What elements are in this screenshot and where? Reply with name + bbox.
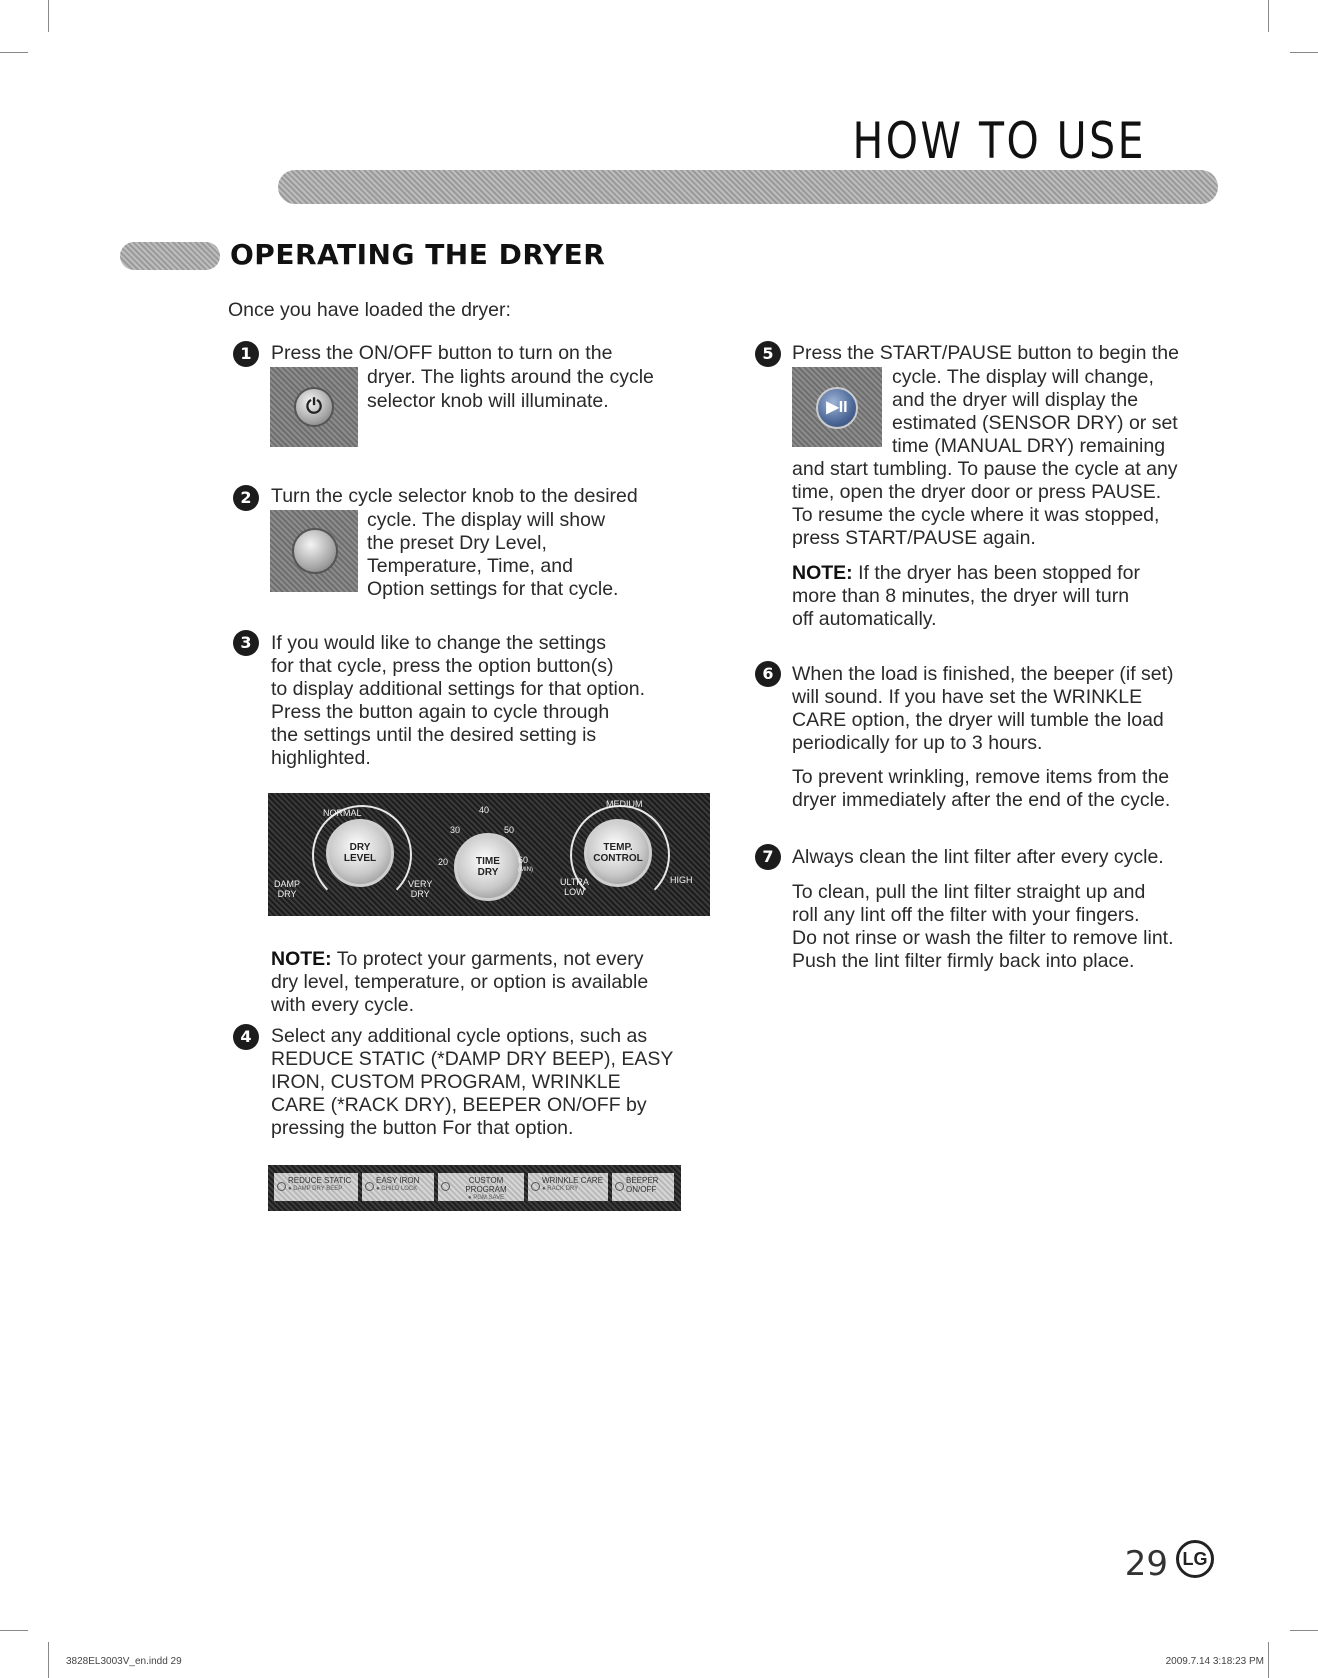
label-ultra-low: ULTRA LOW	[560, 877, 589, 897]
dry-level-knob: DRY LEVEL	[326, 819, 394, 887]
header-bar	[278, 170, 1218, 204]
step-4-line-1: Select any additional cycle options, such as	[271, 1025, 648, 1047]
step-6-badge: 6	[755, 661, 781, 687]
step-6-line-1: When the load is finished, the beeper (if set)	[792, 663, 1174, 685]
step-1-badge: 1	[233, 341, 259, 367]
step-5-line-9: press START/PAUSE again.	[792, 527, 1036, 549]
custom-program-button-image: CUSTOM PROGRAM ● PGM SAVE	[438, 1173, 524, 1201]
footer-datetime: 2009.7.14 3:18:23 PM	[1165, 1656, 1264, 1667]
reduce-static-button-image: REDUCE STATIC ● DAMP DRY BEEP	[274, 1173, 358, 1201]
step-6-line-4: periodically for up to 3 hours.	[792, 732, 1043, 754]
step-2-line-4: Temperature, Time, and	[367, 555, 573, 577]
step-7-badge: 7	[755, 844, 781, 870]
beeper-button-image: BEEPER ON/OFF	[612, 1173, 674, 1201]
step-3-badge: 3	[233, 630, 259, 656]
start-pause-button-image	[792, 367, 882, 447]
label-60: 60	[518, 855, 529, 865]
time-dry-knob: TIME DRY	[454, 833, 522, 901]
step-5-note-line-1: NOTE: If the dryer has been stopped for	[792, 562, 1140, 584]
wrinkle-care-button-image: WRINKLE CARE ● RACK DRY	[528, 1173, 608, 1201]
step-4-line-3: IRON, CUSTOM PROGRAM, WRINKLE	[271, 1071, 621, 1093]
step-5-line-2: cycle. The display will change,	[892, 366, 1154, 388]
step-5-line-8: To resume the cycle where it was stopped,	[792, 504, 1160, 526]
step-7-extra-line-4: Push the lint filter firmly back into place.	[792, 950, 1135, 972]
step-6-extra-line-2: dryer immediately after the end of the cycle.	[792, 789, 1171, 811]
step-3-line-5: the settings until the desired setting is	[271, 724, 597, 746]
label-30: 30	[450, 825, 461, 835]
step-1-line-1: Press the ON/OFF button to turn on the	[271, 342, 613, 364]
page-number: 29	[1124, 1544, 1168, 1584]
step-5-note-line-3: off automatically.	[792, 608, 937, 630]
play-pause-icon: ▶II	[816, 387, 858, 429]
knob-icon	[292, 528, 338, 574]
label-high: HIGH	[670, 875, 693, 885]
step-5-line-3: and the dryer will display the	[892, 389, 1139, 411]
step-4-line-4: CARE (*RACK DRY), BEEPER ON/OFF by	[271, 1094, 647, 1116]
control-panel-image	[268, 793, 710, 916]
step-4-line-5: pressing the button For that option.	[271, 1117, 574, 1139]
step-2-line-3: the preset Dry Level,	[367, 532, 547, 554]
step-2-line-1: Turn the cycle selector knob to the desired	[271, 485, 638, 507]
label-damp-dry: DAMP DRY	[274, 879, 301, 899]
section-title: OPERATING THE DRYER	[230, 238, 606, 271]
step-3-note-line-1: NOTE: To protect your garments, not every	[271, 948, 644, 970]
step-3-line-3: to display additional settings for that option.	[271, 678, 645, 700]
label-normal: NORMAL	[323, 808, 362, 818]
step-5-line-4: estimated (SENSOR DRY) or set	[892, 412, 1178, 434]
step-7-extra-line-2: roll any lint off the filter with your fingers.	[792, 904, 1140, 926]
step-7-line-1: Always clean the lint filter after every cycle.	[792, 846, 1164, 868]
step-4-badge: 4	[233, 1024, 259, 1050]
step-3-line-4: Press the button again to cycle through	[271, 701, 610, 723]
footer-filename: 3828EL3003V_en.indd 29	[66, 1656, 182, 1667]
step-6-line-2: will sound. If you have set the WRINKLE	[792, 686, 1143, 708]
step-5-line-5: time (MANUAL DRY) remaining	[892, 435, 1166, 457]
step-4-line-2: REDUCE STATIC (*DAMP DRY BEEP), EASY	[271, 1048, 674, 1070]
easy-iron-button-image: EASY IRON ● CHILD LOCK	[362, 1173, 434, 1201]
page-header-title: HOW TO USE	[852, 112, 1146, 170]
step-3-note-line-2: dry level, temperature, or option is available	[271, 971, 649, 993]
step-5-badge: 5	[755, 341, 781, 367]
step-5-line-6: and start tumbling. To pause the cycle at any	[792, 458, 1178, 480]
section-marker	[120, 242, 220, 270]
step-5-note-line-2: more than 8 minutes, the dryer will turn	[792, 585, 1130, 607]
step-3-line-2: for that cycle, press the option button(s)	[271, 655, 614, 677]
label-40: 40	[479, 805, 490, 815]
step-1-line-2: dryer. The lights around the cycle	[367, 366, 654, 388]
temp-control-knob: TEMP. CONTROL	[584, 819, 652, 887]
cycle-knob-image	[270, 510, 358, 592]
label-20: 20	[438, 857, 449, 867]
step-6-extra-line-1: To prevent wrinkling, remove items from the	[792, 766, 1170, 788]
step-5-line-1: Press the START/PAUSE button to begin the	[792, 342, 1179, 364]
intro-text: Once you have loaded the dryer:	[228, 299, 511, 321]
step-1-line-3: selector knob will illuminate.	[367, 390, 609, 412]
step-6-line-3: CARE option, the dryer will tumble the load	[792, 709, 1164, 731]
label-medium: MEDIUM	[606, 799, 643, 809]
power-icon: ⏻	[294, 387, 334, 427]
step-7-extra-line-1: To clean, pull the lint filter straight up and	[792, 881, 1146, 903]
step-3-line-1: If you would like to change the settings	[271, 632, 606, 654]
lg-logo-icon: LG	[1176, 1540, 1214, 1578]
step-5-line-7: time, open the dryer door or press PAUSE.	[792, 481, 1162, 503]
step-3-line-6: highlighted.	[271, 747, 371, 769]
step-7-extra-line-3: Do not rinse or wash the filter to remove lint.	[792, 927, 1174, 949]
step-2-badge: 2	[233, 485, 259, 511]
step-2-line-5: Option settings for that cycle.	[367, 578, 619, 600]
step-3-note-line-3: with every cycle.	[271, 994, 415, 1016]
option-buttons-image	[268, 1165, 681, 1211]
on-off-button-image	[270, 367, 358, 447]
step-2-line-2: cycle. The display will show	[367, 509, 606, 531]
label-very-dry: VERY DRY	[408, 879, 433, 899]
label-50: 50	[504, 825, 515, 835]
label-min: (MIN)	[518, 867, 533, 873]
